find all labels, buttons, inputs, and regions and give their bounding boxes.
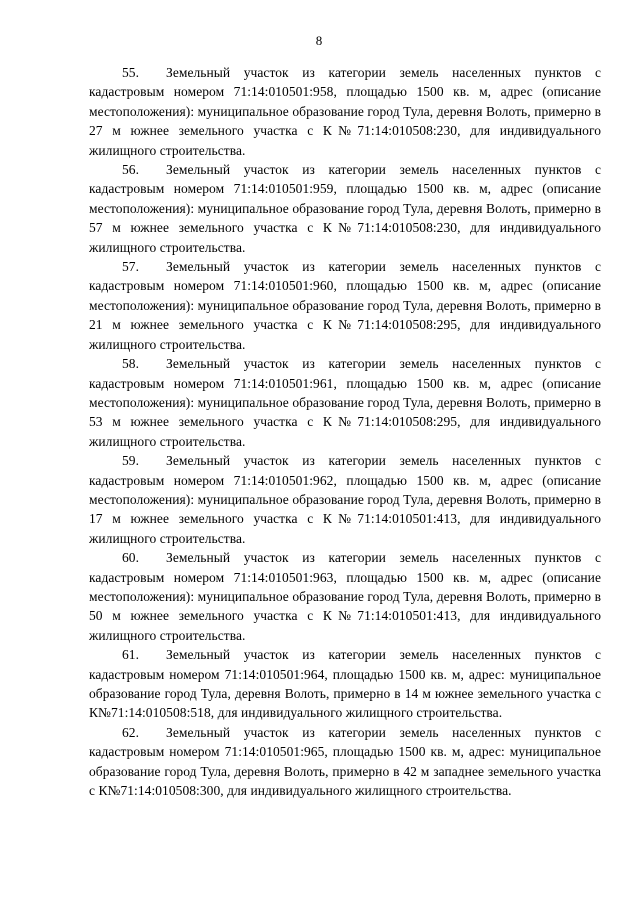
item-number: 60.: [122, 550, 140, 566]
item-number: 59.: [122, 453, 140, 469]
list-item-56: [89, 160, 601, 257]
item-text: Земельный участок из категории земель населенных пунктов с кадастровым номером 71:14:010501:958, площадью 1500 кв. м, адрес (описание местоположения): муниципальное образование город Тула, деревня Волоть, примерно в 27 м южнее земельного участка с К№71:14:010508:230, для индивидуального жилищного строительства.: [89, 65, 601, 158]
item-number: 55.: [122, 65, 140, 80]
item-text: Земельный участок из категории земель населенных пунктов с кадастровым номером 71:14:010501:961, площадью 1500 кв. м, адрес (описание местоположения): муниципальное образование город Тула, деревня Волоть, примерно в 53 м южнее земельного участка с К№71:14:010508:295, для индивидуального жилищного строительства.: [89, 356, 601, 449]
list-item-60: [89, 548, 601, 645]
page-number: 8: [315, 33, 323, 48]
item-text: Земельный участок из категории земель населенных пунктов с кадастровым номером 71:14:010501:965, площадью 1500 кв. м, адрес: муниципальное образование город Тула, деревня Волоть, примерно в 42 м западнее земельного участка с К№71:14:010508:300, для индивидуального жилищного строительства.: [89, 724, 601, 799]
item-text: Земельный участок из категории земель населенных пунктов с кадастровым номером 71:14:010501:964, площадью 1500 кв. м, адрес: муниципальное образование город Тула, деревня Волоть, примерно в 14 м южнее земельного участка с К№71:14:010508:518, для индивидуального жилищного строительства.: [89, 647, 601, 721]
item-number: 62.: [122, 724, 140, 740]
item-text: Земельный участок из категории земель населенных пунктов с кадастровым номером 71:14:010501:962, площадью 1500 кв. м, адрес (описание местоположения): муниципальное образование город Тула, деревня Волоть, примерно в 17 м южнее земельного участка с К№71:14:010501:413, для индивидуального жилищного строительства.: [89, 453, 601, 546]
document-body: [89, 63, 601, 800]
item-text: Земельный участок из категории земель населенных пунктов с кадастровым номером 71:14:010501:959, площадью 1500 кв. м, адрес (описание местоположения): муниципальное образование город Тула, деревня Волоть, примерно в 57 м южнее земельного участка с К№71:14:010508:230, для индивидуального жилищного строительства.: [89, 162, 601, 255]
list-item-58: [89, 354, 601, 451]
item-number: 58.: [122, 356, 140, 372]
list-item-61: [89, 645, 601, 723]
list-item-57: [89, 257, 601, 354]
list-item-59: [89, 451, 601, 548]
item-number: 61.: [122, 647, 140, 663]
item-number: 56.: [122, 162, 140, 178]
item-text: Земельный участок из категории земель населенных пунктов с кадастровым номером 71:14:010501:960, площадью 1500 кв. м, адрес (описание местоположения): муниципальное образование город Тула, деревня Волоть, примерно в 21 м южнее земельного участка с К№71:14:010508:295, для индивидуального жилищного строительства.: [89, 259, 601, 352]
list-item-55: [89, 63, 601, 160]
list-item-62: [89, 723, 601, 801]
item-text: Земельный участок из категории земель населенных пунктов с кадастровым номером 71:14:010501:963, площадью 1500 кв. м, адрес (описание местоположения): муниципальное образование город Тула, деревня Волоть, примерно в 50 м южнее земельного участка с К№71:14:010501:413, для индивидуального жилищного строительства.: [89, 550, 601, 643]
item-number: 57.: [122, 259, 140, 275]
